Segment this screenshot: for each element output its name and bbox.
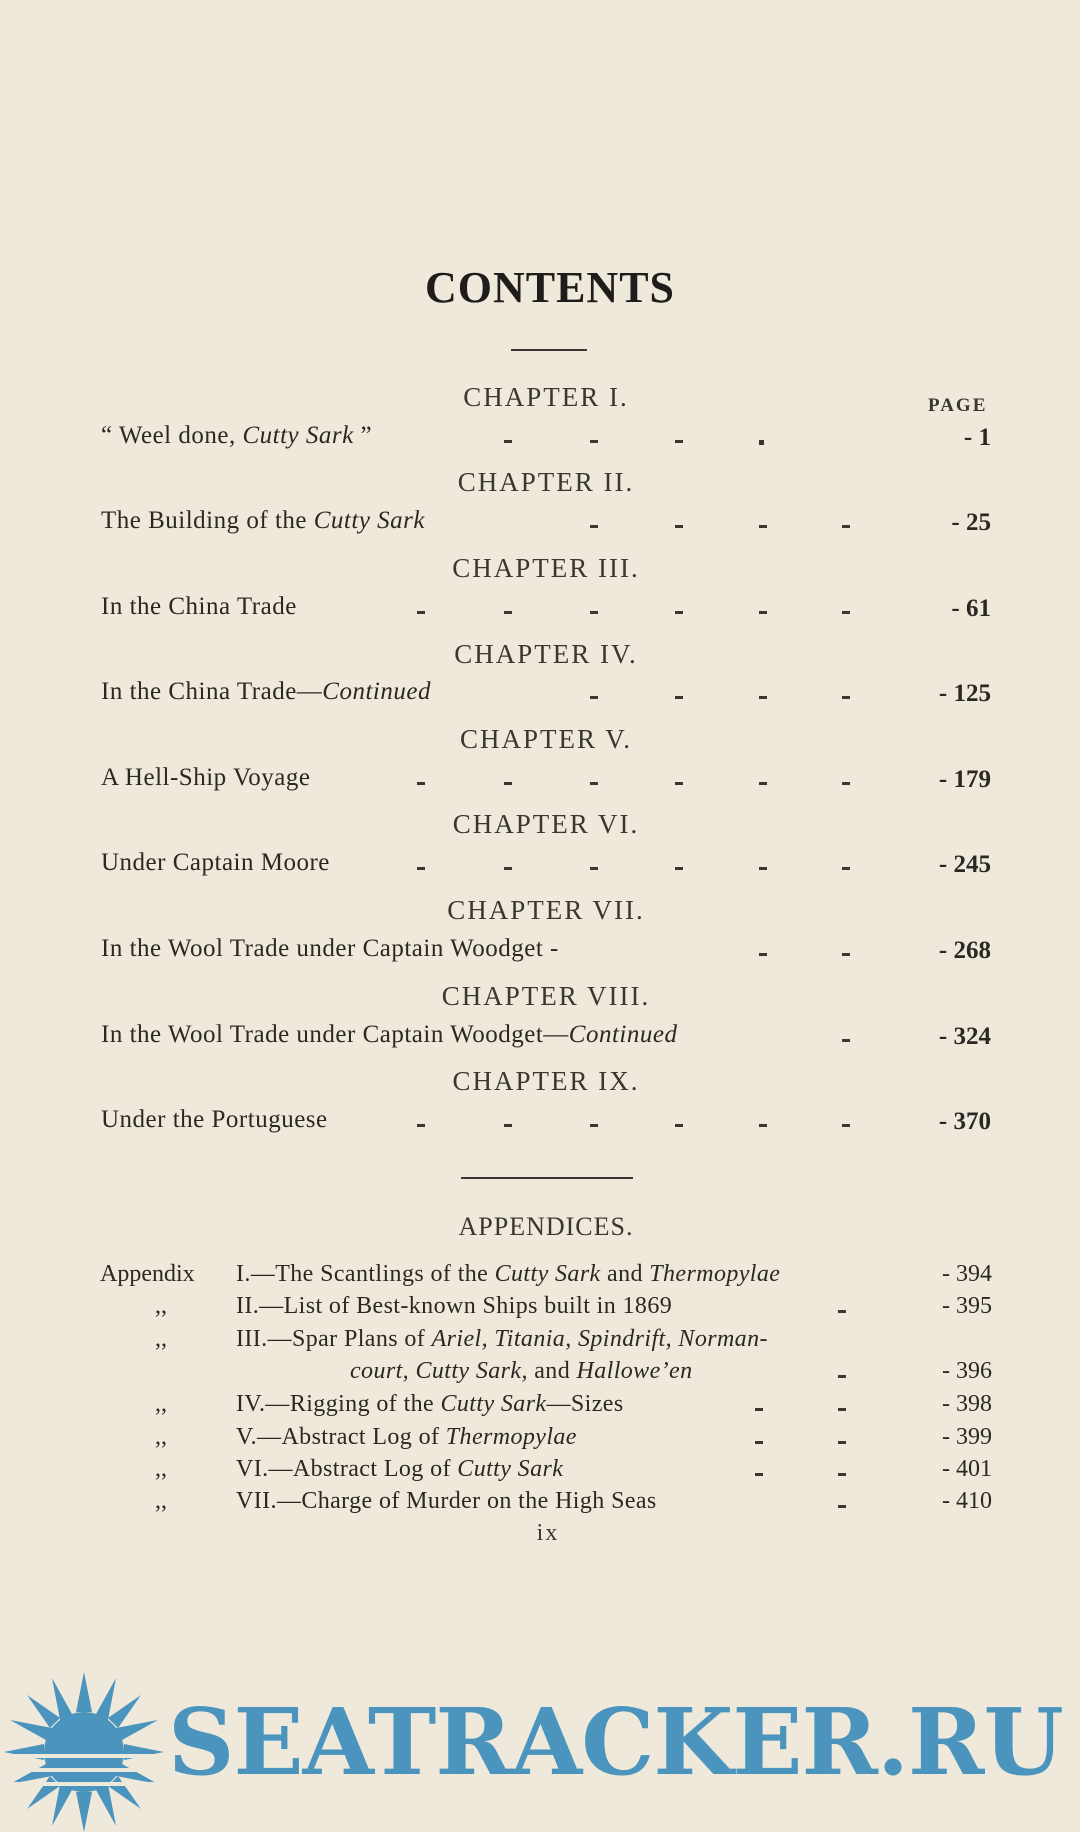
appendix-entry[interactable] [100, 1293, 992, 1325]
entry-page: - 25 [951, 509, 991, 536]
leader-dot [417, 611, 425, 614]
leader-dot [675, 782, 683, 785]
leader-dot [675, 1124, 683, 1127]
toc-entry[interactable] [101, 1106, 991, 1140]
page-column-label: PAGE [928, 395, 988, 416]
leader-dot [675, 867, 683, 870]
leader-dot [504, 440, 512, 443]
leader-dot [590, 782, 598, 785]
leader-dot [590, 867, 598, 870]
leader-dot [504, 611, 512, 614]
toc-entry[interactable] [101, 422, 991, 456]
entry-page: - 324 [938, 1023, 991, 1050]
leader-dot [842, 1124, 850, 1127]
chapter-heading: CHAPTER VIII. [441, 981, 651, 1011]
appendix-entry-continued[interactable] [100, 1358, 992, 1390]
sun-icon [4, 1672, 164, 1832]
leader-dot [842, 696, 850, 699]
leader-dot [504, 1124, 512, 1127]
leader-dot [838, 1375, 846, 1378]
appendix-title: II.—List of Best-known Ships built in 1869 [236, 1293, 673, 1319]
leader-dot [675, 440, 683, 443]
toc-entry[interactable] [101, 678, 991, 712]
appendix-title: IV.—Rigging of the Cutty Sark—Sizes [236, 1391, 624, 1417]
appendix-lead: ,, [155, 1326, 167, 1352]
leader-dot [759, 782, 767, 785]
leader-dot [759, 867, 767, 870]
appendix-entry[interactable] [100, 1326, 992, 1358]
appendix-title: court, Cutty Sark, and Hallowe’en [350, 1358, 693, 1384]
leader-dot [590, 1124, 598, 1127]
entry-title: In the Wool Trade under Captain Woodget - [101, 935, 559, 962]
leader-dot [842, 1039, 850, 1042]
leader-dot [842, 611, 850, 614]
leader-dot [838, 1473, 846, 1476]
chapter-heading: CHAPTER IX. [452, 1066, 640, 1096]
entry-title: “ Weel done, Cutty Sark ” [101, 422, 373, 449]
leader-dot [755, 1441, 763, 1444]
appendix-page: - 394 [942, 1261, 992, 1287]
leader-dot [838, 1408, 846, 1411]
leader-dot [755, 1408, 763, 1411]
leader-dot [675, 696, 683, 699]
leader-dot [590, 525, 598, 528]
leader-dot [842, 525, 850, 528]
chapter-heading: CHAPTER VII. [447, 895, 645, 925]
leader-dot [838, 1310, 846, 1313]
appendix-lead: ,, [155, 1456, 167, 1482]
leader-dot [417, 782, 425, 785]
entry-page: - 268 [938, 937, 991, 964]
watermark-text: SEATRACKER.RU [168, 1688, 1063, 1796]
entry-title: In the China Trade [101, 593, 297, 620]
leader-dot [755, 1473, 763, 1476]
entry-title: A Hell-Ship Voyage [101, 764, 311, 791]
entry-title: The Building of the Cutty Sark [101, 507, 425, 534]
leader-dot [675, 525, 683, 528]
toc-entry[interactable] [101, 935, 991, 969]
leader-dot [759, 440, 764, 445]
entry-title: Under the Portuguese [101, 1106, 328, 1133]
appendix-page: - 401 [942, 1456, 992, 1482]
entry-title: Under Captain Moore [101, 849, 330, 876]
title-rule [511, 349, 587, 351]
leader-dot [838, 1441, 846, 1444]
toc-entry[interactable] [101, 849, 991, 883]
entry-page: - 125 [938, 680, 991, 707]
page-title: CONTENTS [424, 263, 676, 312]
entry-page: - 179 [938, 766, 991, 793]
leader-dot [759, 696, 767, 699]
appendix-lead: ,, [155, 1391, 167, 1417]
leader-dot [675, 611, 683, 614]
leader-dot [590, 440, 598, 443]
leader-dot [759, 1124, 767, 1127]
leader-dot [759, 953, 767, 956]
appendix-title: I.—The Scantlings of the Cutty Sark and Thermopylae [236, 1261, 781, 1287]
appendix-lead: Appendix [100, 1261, 195, 1287]
appendix-title: V.—Abstract Log of Thermopylae [236, 1424, 577, 1450]
appendix-entry[interactable] [100, 1391, 992, 1423]
entry-page: - 1 [963, 424, 991, 451]
leader-dot [838, 1505, 846, 1508]
chapter-heading: CHAPTER IV. [454, 639, 638, 669]
appendices-heading: APPENDICES. [458, 1212, 634, 1241]
leader-dot [759, 611, 767, 614]
page-number: ix [536, 1520, 560, 1546]
toc-entry[interactable] [101, 1021, 991, 1055]
appendix-page: - 410 [942, 1488, 992, 1514]
entry-page: - 245 [938, 851, 991, 878]
chapter-heading: CHAPTER VI. [452, 809, 640, 839]
appendix-page: - 399 [942, 1424, 992, 1450]
appendix-entry[interactable] [100, 1261, 992, 1293]
appendix-lead: ,, [155, 1424, 167, 1450]
appendix-title: III.—Spar Plans of Ariel, Titania, Spindrift, Norman- [236, 1326, 768, 1352]
entry-title: In the China Trade—Continued [101, 678, 431, 705]
leader-dot [504, 867, 512, 870]
leader-dot [590, 696, 598, 699]
leader-dot [842, 867, 850, 870]
appendices-rule [461, 1177, 633, 1179]
toc-entry[interactable] [101, 507, 991, 541]
chapter-heading: CHAPTER I. [463, 382, 629, 412]
entry-page: - 370 [938, 1108, 991, 1135]
chapter-heading: CHAPTER V. [459, 724, 633, 754]
appendix-page: - 395 [942, 1293, 992, 1319]
toc-entry[interactable] [101, 593, 991, 627]
leader-dot [842, 782, 850, 785]
leader-dot [504, 782, 512, 785]
chapter-heading: CHAPTER II. [457, 467, 635, 497]
appendix-entry[interactable] [100, 1488, 992, 1520]
leader-dot [590, 611, 598, 614]
leader-dot [842, 953, 850, 956]
leader-dot [417, 1124, 425, 1127]
entry-title: In the Wool Trade under Captain Woodget—Continued [101, 1021, 678, 1048]
appendix-title: VII.—Charge of Murder on the High Seas [236, 1488, 657, 1514]
appendix-entry[interactable] [100, 1456, 992, 1488]
appendix-page: - 398 [942, 1391, 992, 1417]
appendix-entry[interactable] [100, 1424, 992, 1456]
toc-entry[interactable] [101, 764, 991, 798]
appendix-lead: ,, [155, 1293, 167, 1319]
leader-dot [759, 525, 767, 528]
appendix-lead: ,, [155, 1488, 167, 1514]
leader-dot [417, 867, 425, 870]
appendix-title: VI.—Abstract Log of Cutty Sark [236, 1456, 564, 1482]
chapter-heading: CHAPTER III. [452, 553, 640, 583]
entry-page: - 61 [951, 595, 991, 622]
appendix-page: - 396 [942, 1358, 992, 1384]
